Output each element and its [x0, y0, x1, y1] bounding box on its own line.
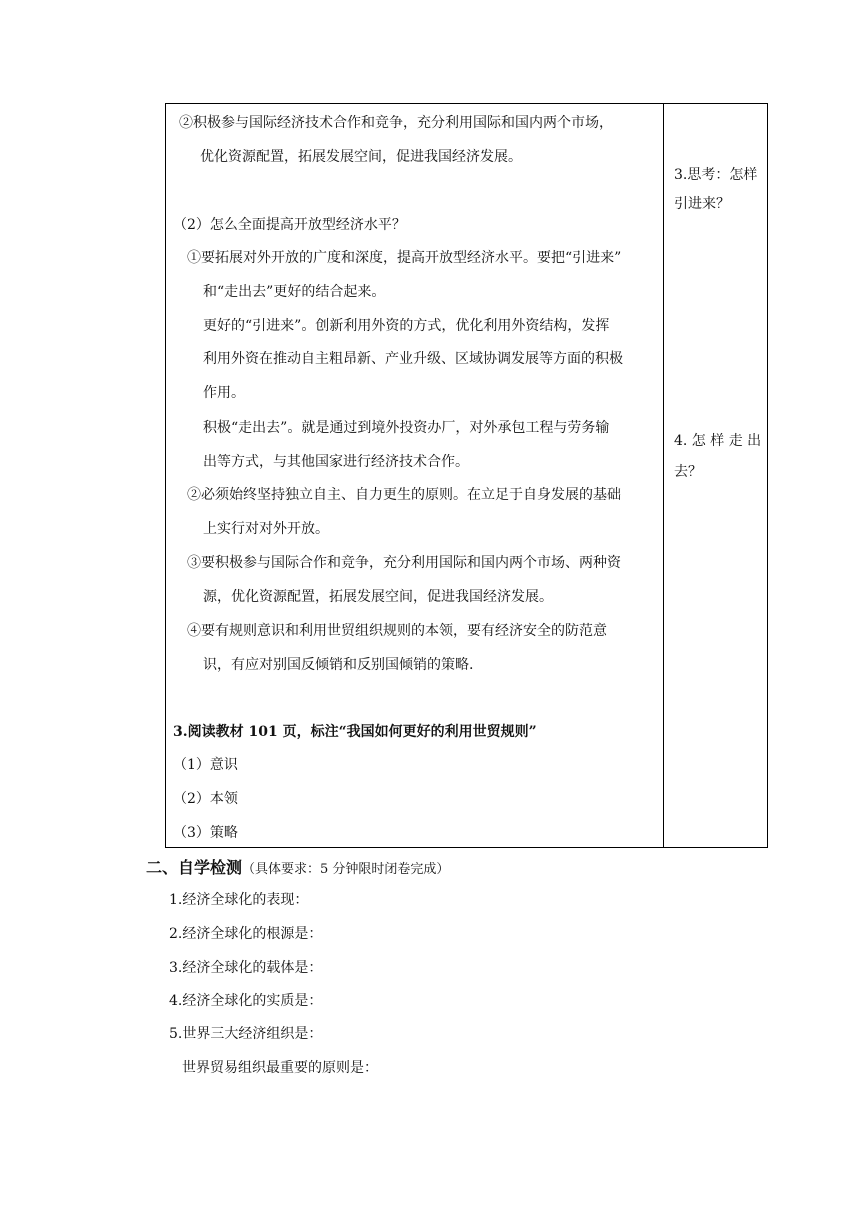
text-line: 上实行对对外开放。 — [203, 521, 329, 537]
side-question: 引进来？ — [674, 196, 730, 212]
reading-task: 3.阅读教材 101 页，标注“我国如何更好的利用世贸规则” — [173, 724, 537, 740]
text-line: 更好的“引进来”。创新利用外资的方式，优化利用外资结构，发挥 — [203, 318, 610, 334]
text-line: ④要有规则意识和利用世贸组织规则的本领，要有经济安全的防范意 — [187, 623, 607, 639]
text-line: 优化资源配置，拓展发展空间，促进我国经济发展。 — [200, 149, 522, 165]
text-line: 识，有应对别国反倾销和反别国倾销的策略. — [203, 657, 474, 673]
side-question: 4. 怎 样 走 出 — [674, 433, 762, 449]
question-item: 世界贸易组织最重要的原则是： — [182, 1060, 378, 1076]
text-line: ③要积极参与国际合作和竞争，充分利用国际和国内两个市场、两种资 — [187, 555, 621, 571]
list-item: （3）策略 — [173, 825, 238, 841]
section-heading — [146, 858, 449, 880]
text-line: ②必须始终坚持独立自主、自力更生的原则。在立足于自身发展的基础 — [187, 487, 621, 503]
text-line: ①要拓展对外开放的广度和深度，提高开放型经济水平。要把“引进来” — [187, 250, 622, 266]
list-item: （2）本领 — [173, 791, 238, 807]
question-item: 2.经济全球化的根源是： — [169, 926, 323, 942]
side-question: 去？ — [674, 464, 702, 480]
question-item: 1.经济全球化的表现： — [169, 892, 309, 908]
side-question: 3.思考：怎样 — [674, 167, 758, 183]
text-line: 和“走出去”更好的结合起来。 — [203, 284, 386, 300]
question-item: 4.经济全球化的实质是： — [169, 993, 323, 1009]
study-table — [165, 103, 768, 848]
column-divider — [663, 104, 664, 847]
question-item: 3.经济全球化的载体是： — [169, 960, 323, 976]
section-title: 二、自学检测 — [146, 858, 243, 877]
text-line: 出等方式，与其他国家进行经济技术合作。 — [203, 454, 469, 470]
list-item: （1）意识 — [173, 757, 238, 773]
text-line: 利用外资在推动自主粗昂新、产业升级、区域协调发展等方面的积极 — [203, 351, 623, 367]
section-note: （具体要求：5 分钟限时闭卷完成） — [242, 862, 450, 877]
text-line: ②积极参与国际经济技术合作和竞争，充分利用国际和国内两个市场， — [179, 115, 613, 131]
text-line: 积极“走出去”。就是通过到境外投资办厂，对外承包工程与劳务输 — [203, 420, 610, 436]
text-line: 源，优化资源配置，拓展发展空间，促进我国经济发展。 — [203, 589, 553, 605]
subheading: （2）怎么全面提高开放型经济水平？ — [173, 217, 406, 233]
text-line: 作用。 — [203, 385, 245, 401]
question-item: 5.世界三大经济组织是： — [169, 1026, 323, 1042]
